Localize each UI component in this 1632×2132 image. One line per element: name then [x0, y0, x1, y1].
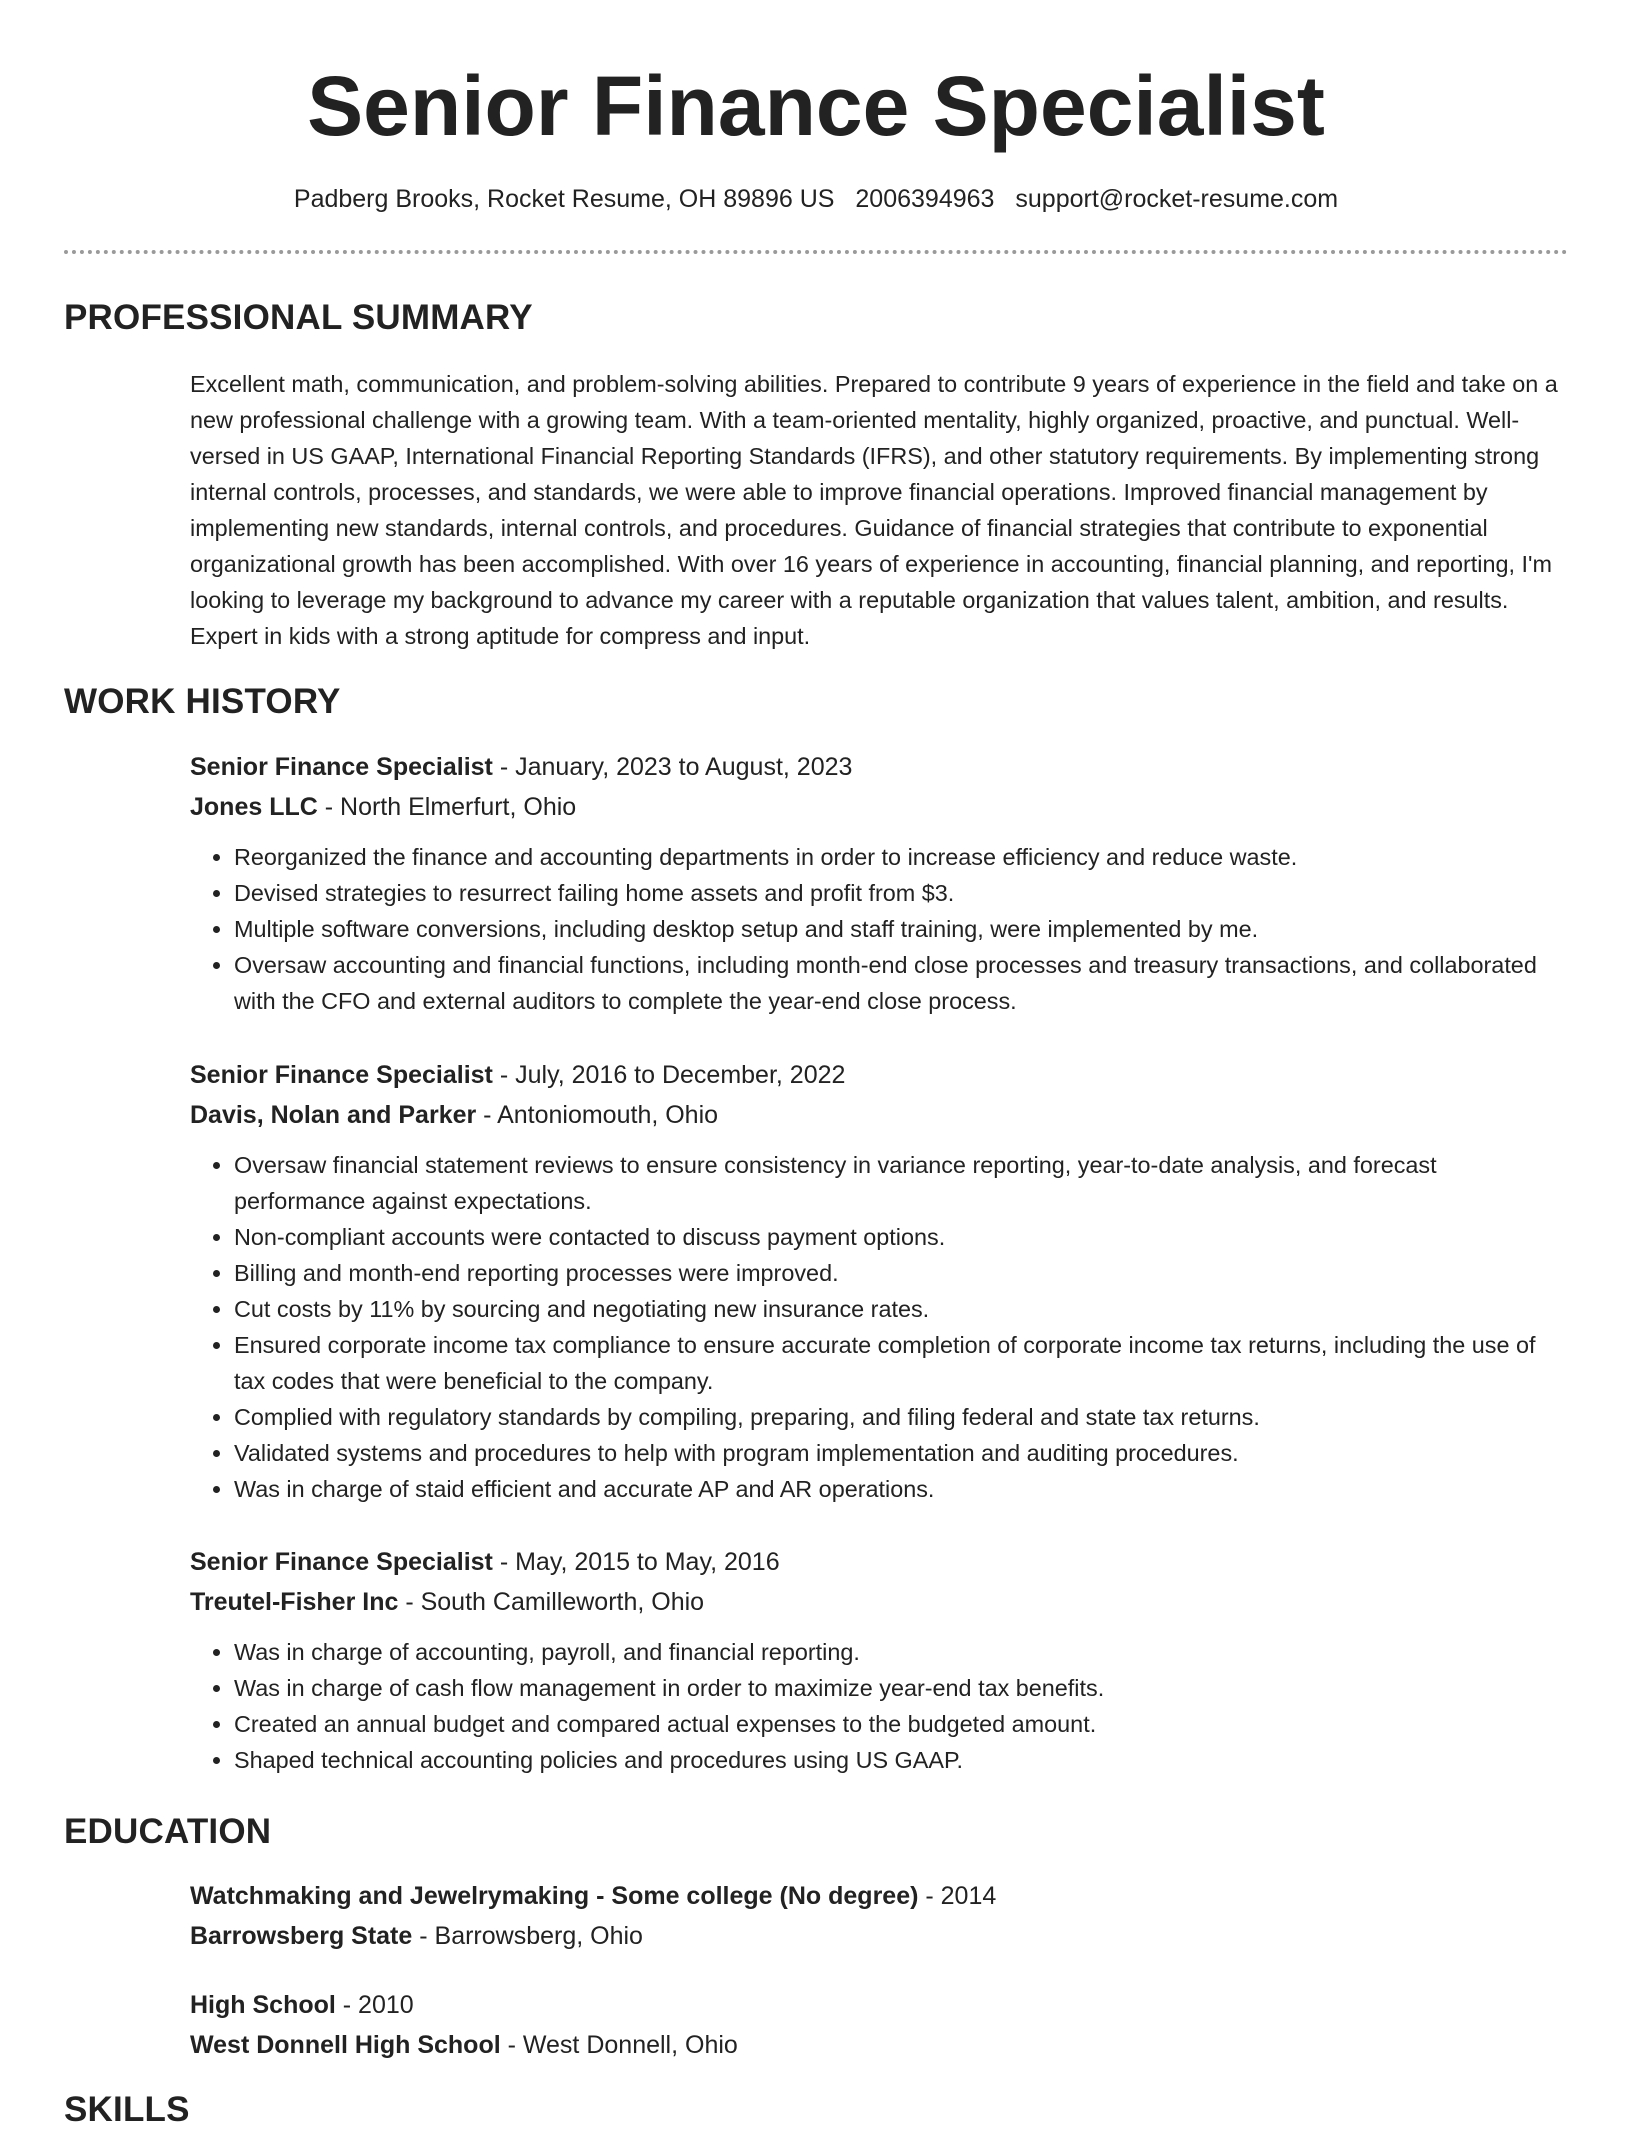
job-dates: - July, 2016 to December, 2022 [492, 1061, 846, 1089]
job-company: Treutel-Fisher Inc [190, 1588, 399, 1616]
job-title-line [190, 1055, 1568, 1095]
header-divider [64, 250, 1568, 254]
list-item: • Ensured corporate income tax compliance to ensure accurate completion of corporate income tax returns, including the use of tax codes that were beneficial to the company. [234, 1327, 1568, 1399]
list-item: • Devised strategies to resurrect failing home assets and profit from $3. [234, 875, 1568, 911]
contact-email: support@rocket-resume.com [1015, 185, 1339, 213]
education-location: - Barrowsberg, Ohio [412, 1922, 643, 1950]
job-bullets [190, 1634, 1568, 1778]
contact-line [0, 182, 1632, 216]
job-company-line [190, 787, 1568, 827]
job-bullets [190, 839, 1568, 1019]
job-dates: - May, 2015 to May, 2016 [492, 1548, 780, 1576]
section-title-education: EDUCATION [64, 1812, 272, 1851]
list-item: • Created an annual budget and compared actual expenses to the budgeted amount. [234, 1706, 1568, 1742]
education-degree-line [190, 1876, 1568, 1916]
contact-address: Padberg Brooks, Rocket Resume, OH 89896 US [293, 185, 835, 213]
education-year: - 2010 [335, 1991, 414, 2019]
education-school: Barrowsberg State [190, 1922, 413, 1950]
section-title-work-history: WORK HISTORY [64, 682, 341, 721]
job-location: - South Camilleworth, Ohio [398, 1588, 705, 1616]
job-company-line [190, 1582, 1568, 1622]
job-entry [190, 1542, 1568, 1778]
job-dates: - January, 2023 to August, 2023 [492, 753, 853, 781]
job-location: - North Elmerfurt, Ohio [317, 793, 577, 821]
job-company-line [190, 1095, 1568, 1135]
list-item: • Cut costs by 11% by sourcing and negotiating new insurance rates. [234, 1291, 1568, 1327]
list-item: • Oversaw accounting and financial functions, including month-end close processes and treasury transactions, and collaborated with the CFO and external auditors to complete the year-end close process. [234, 947, 1568, 1019]
education-year: - 2014 [918, 1882, 997, 1910]
job-title-line [190, 1542, 1568, 1582]
job-entry [190, 747, 1568, 1019]
job-role: Senior Finance Specialist [190, 753, 493, 781]
education-degree-line [190, 1985, 1568, 2025]
education-entry [190, 1876, 1568, 1956]
education-school-line [190, 2025, 1568, 2065]
education-school: West Donnell High School [190, 2031, 501, 2059]
list-item: • Was in charge of accounting, payroll, and financial reporting. [234, 1634, 1568, 1670]
list-item: • Validated systems and procedures to help with program implementation and auditing procedures. [234, 1435, 1568, 1471]
list-item: • Billing and month-end reporting processes were improved. [234, 1255, 1568, 1291]
education-school-line [190, 1916, 1568, 1956]
section-title-summary: PROFESSIONAL SUMMARY [64, 298, 533, 337]
job-company: Davis, Nolan and Parker [190, 1101, 477, 1129]
job-role: Senior Finance Specialist [190, 1061, 493, 1089]
list-item: • Reorganized the finance and accounting departments in order to increase efficiency and reduce waste. [234, 839, 1568, 875]
list-item: • Oversaw financial statement reviews to ensure consistency in variance reporting, year-to-date analysis, and forecast performance against expectations. [234, 1147, 1568, 1219]
section-title-skills: SKILLS [64, 2090, 190, 2129]
list-item: • Shaped technical accounting policies and procedures using US GAAP. [234, 1742, 1568, 1778]
list-item: • Multiple software conversions, including desktop setup and staff training, were implemented by me. [234, 911, 1568, 947]
education-location: - West Donnell, Ohio [500, 2031, 738, 2059]
summary-text: Excellent math, communication, and problem-solving abilities. Prepared to contribute 9 years of experience in the field and take on a new professional challenge with a growing team. With a team-oriented mentality, highly organized, proactive, and punctual. Well-versed in US GAAP, International Financial Reporting Standards (IFRS), and other statutory requirements. By implementing strong internal controls, processes, and standards, we were able to improve financial operations. Improved financial management by implementing new standards, internal controls, and procedures. Guidance of financial strategies that contribute to exponential organizational growth has been accomplished. With over 16 years of experience in accounting, financial planning, and reporting, I'm looking to leverage my background to advance my career with a reputable organization that values talent, ambition, and results. Expert in kids with a strong aptitude for compress and input. [190, 371, 1558, 649]
resume-name: Senior Finance Specialist [307, 59, 1325, 153]
job-bullets [190, 1147, 1568, 1507]
job-entry [190, 1055, 1568, 1507]
job-title-line [190, 747, 1568, 787]
job-location: - Antoniomouth, Ohio [476, 1101, 719, 1129]
job-role: Senior Finance Specialist [190, 1548, 493, 1576]
education-degree: High School [190, 1991, 336, 2019]
education-entry [190, 1985, 1568, 2065]
list-item: • Complied with regulatory standards by compiling, preparing, and filing federal and state tax returns. [234, 1399, 1568, 1435]
list-item: • Was in charge of cash flow management in order to maximize year-end tax benefits. [234, 1670, 1568, 1706]
list-item: • Non-compliant accounts were contacted to discuss payment options. [234, 1219, 1568, 1255]
education-degree: Watchmaking and Jewelrymaking - Some college (No degree) [190, 1882, 919, 1910]
job-company: Jones LLC [190, 793, 318, 821]
contact-phone: 2006394963 [855, 185, 995, 213]
list-item: • Was in charge of staid efficient and accurate AP and AR operations. [234, 1471, 1568, 1507]
